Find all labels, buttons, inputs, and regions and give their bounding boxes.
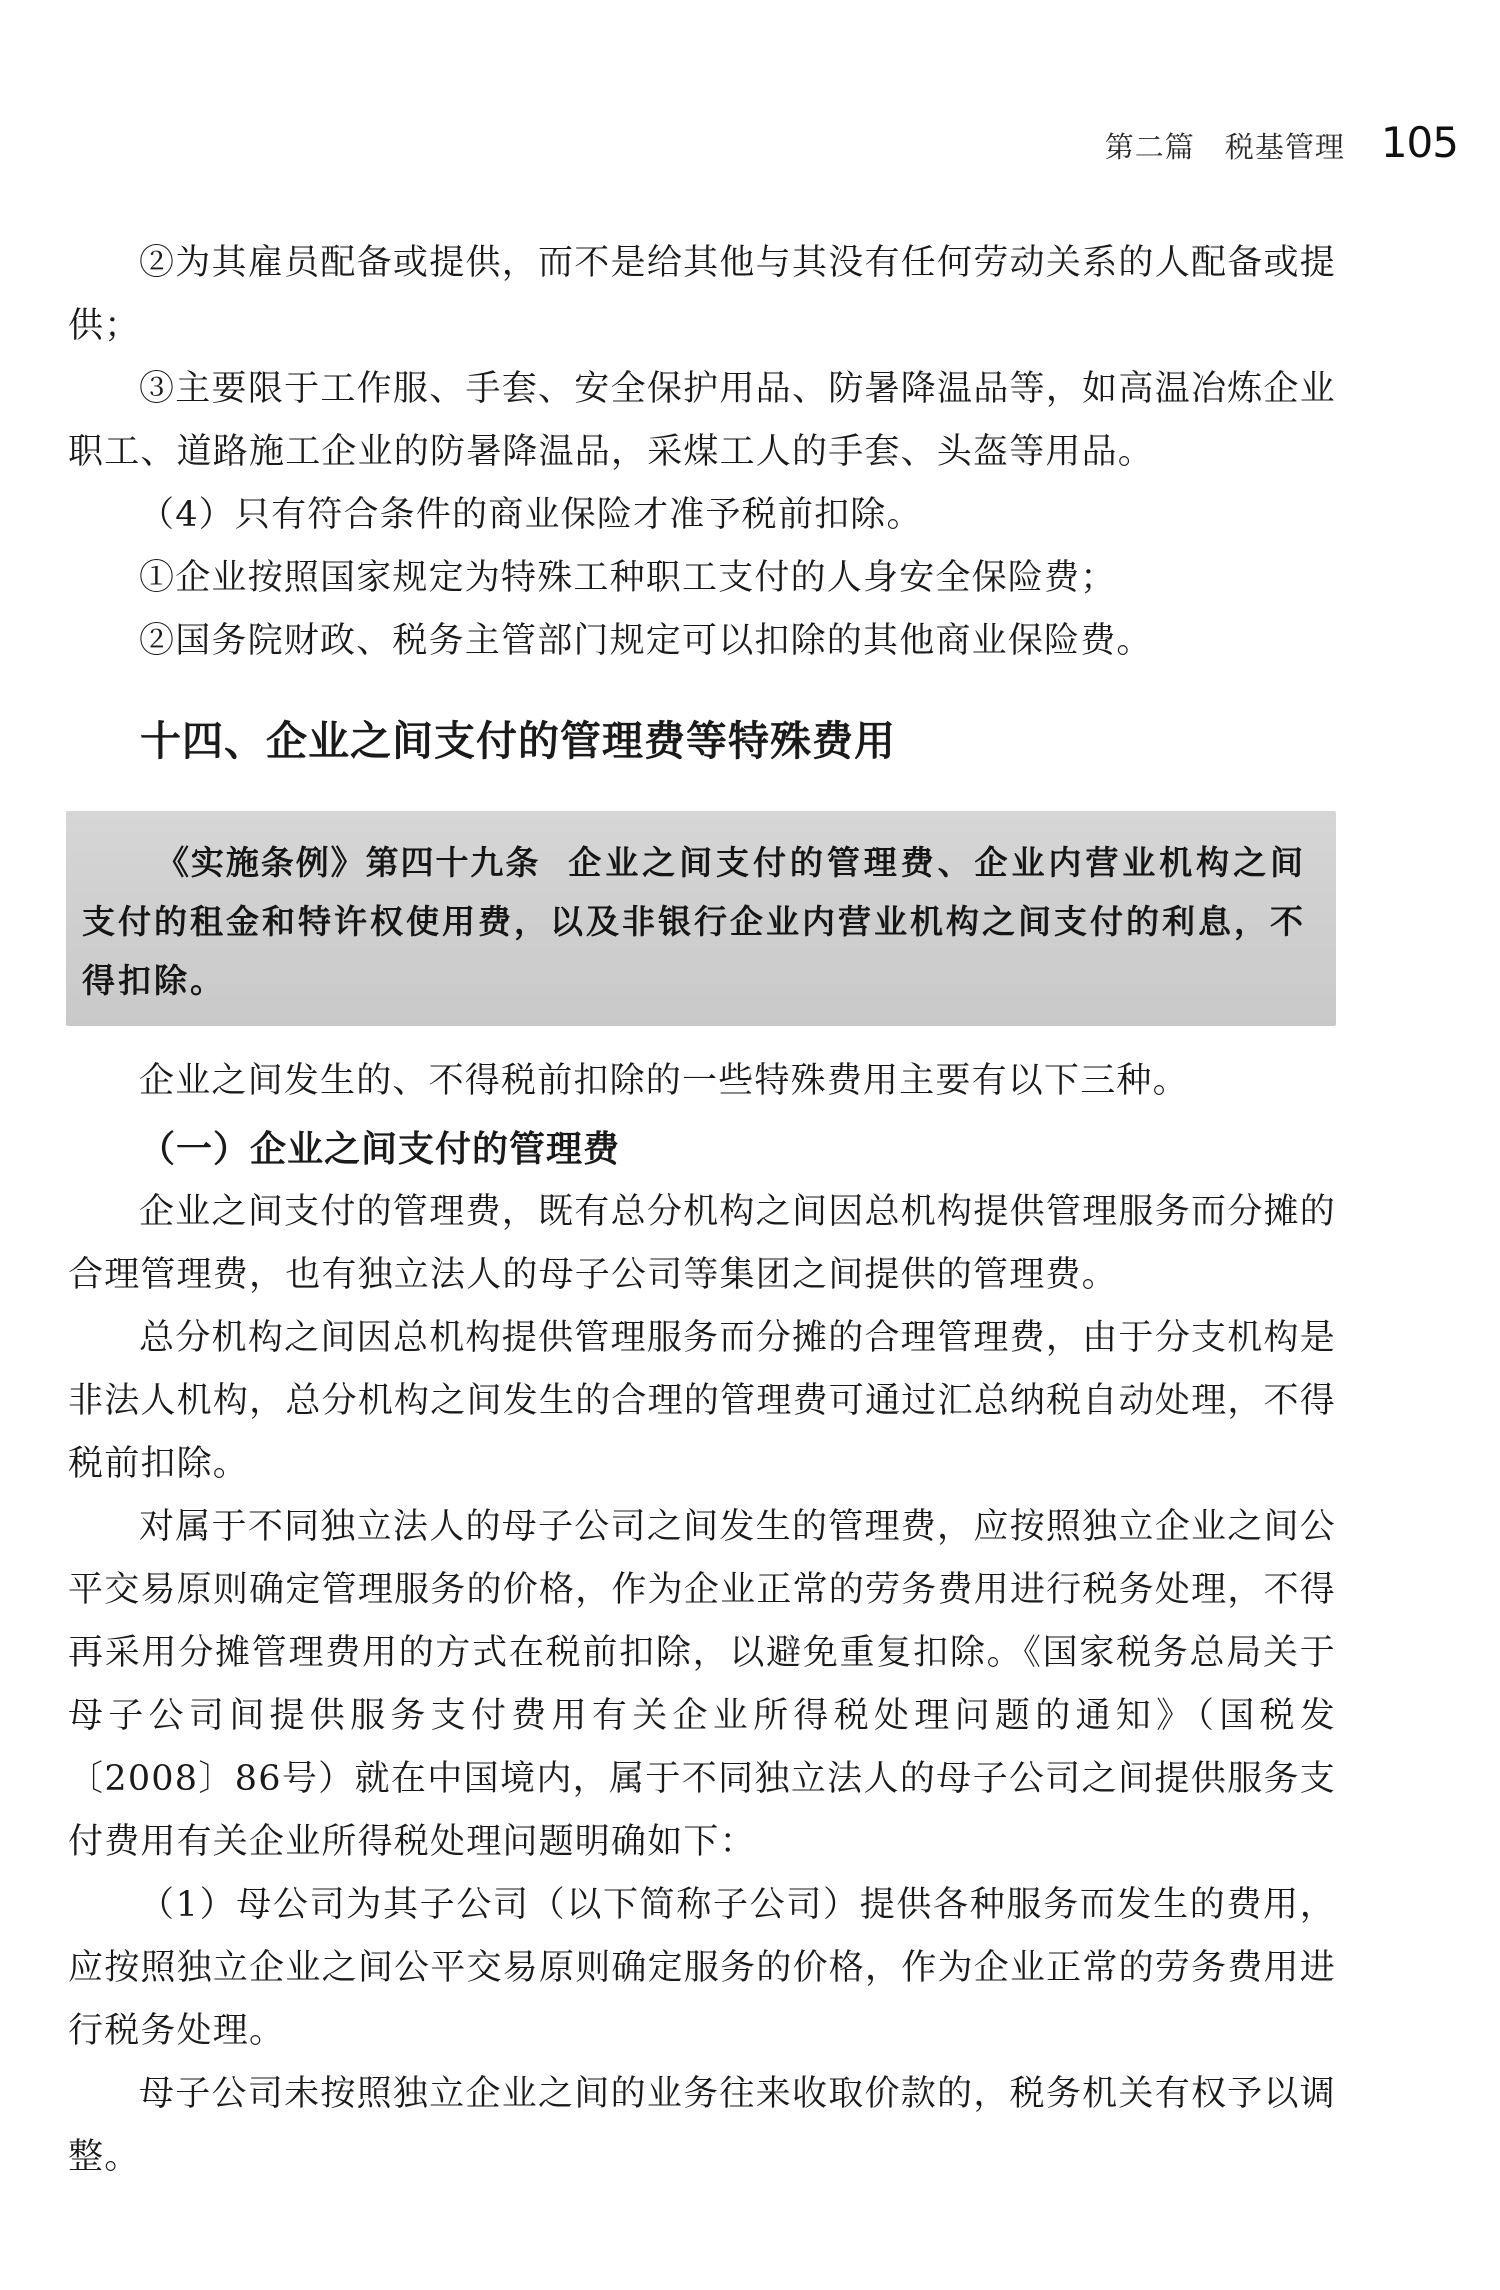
regulation-quote-head: 《实施条例》第四十九条 — [156, 843, 541, 882]
paragraph: ①企业按照国家规定为特殊工种职工支付的人身安全保险费； — [139, 558, 1117, 598]
paragraph: ②为其雇员配备或提供，而不是给其他与其没有任何劳动关系的人配备或提供； — [68, 243, 1336, 346]
paragraph: 企业之间支付的管理费，既有总分机构之间因总机构提供管理服务而分摊的合理管理费，也有独立法人的母子公司等集团之间提供的管理费。 — [68, 1192, 1336, 1295]
paragraph: 对属于不同独立法人的母子公司之间发生的管理费，应按照独立企业之间公平交易原则确定管理服务的价格，作为企业正常的劳务费用进行税务处理，不得再采用分摊管理费用的方式在税前扣除，以避免重复扣除。《国家税务总局关于母子公司间提供服务支付费用有关企业所得税处理问题的通知》（国税发〔2008〕86号）就在中国境内，属于不同独立法人的母子公司之间提供服务支付费用有关企业所得税处理问题明确如下： — [68, 1507, 1336, 1862]
regulation-quote-box — [66, 811, 1336, 1026]
running-header — [1105, 118, 1458, 167]
paragraph: 总分机构之间因总机构提供管理服务而分摊的合理管理费，由于分支机构是非法人机构，总分机构之间发生的合理的管理费可通过汇总纳税自动处理，不得税前扣除。 — [68, 1318, 1336, 1484]
part-label: 第二篇 — [1104, 130, 1195, 164]
subsection-title: （一）企业之间支付的管理费 — [139, 1129, 621, 1170]
paragraph: 母子公司未按照独立企业之间的业务往来收取价款的，税务机关有权予以调整。 — [68, 2074, 1336, 2177]
running-header-section — [1105, 125, 1345, 166]
paragraph: （4）只有符合条件的商业保险才准予税前扣除。 — [139, 495, 923, 535]
section-title: 十四、企业之间支付的管理费等特殊费用 — [140, 717, 896, 765]
intro-paragraph: 企业之间发生的、不得税前扣除的一些特殊费用主要有以下三种。 — [139, 1061, 1189, 1101]
paragraph: ③主要限于工作服、手套、安全保护用品、防暑降温品等，如高温冶炼企业职工、道路施工企业的防暑降温品，采煤工人的手套、头盔等用品。 — [68, 369, 1336, 472]
regulation-quote-body: 企业之间支付的管理费、企业内营业机构之间支付的租金和特许权使用费，以及非银行企业内营业机构之间支付的利息，不得扣除。 — [82, 843, 1307, 1000]
page-number: 105 — [1380, 118, 1458, 167]
page-body — [68, 232, 1336, 2189]
chapter-label: 税基管理 — [1224, 130, 1345, 164]
regulation-quote — [82, 833, 1306, 1010]
paragraph: ②国务院财政、税务主管部门规定可以扣除的其他商业保险费。 — [139, 621, 1153, 661]
paragraph: （1）母公司为其子公司（以下简称子公司）提供各种服务而发生的费用，应按照独立企业之间公平交易原则确定服务的价格，作为企业正常的劳务费用进行税务处理。 — [68, 1885, 1336, 2051]
